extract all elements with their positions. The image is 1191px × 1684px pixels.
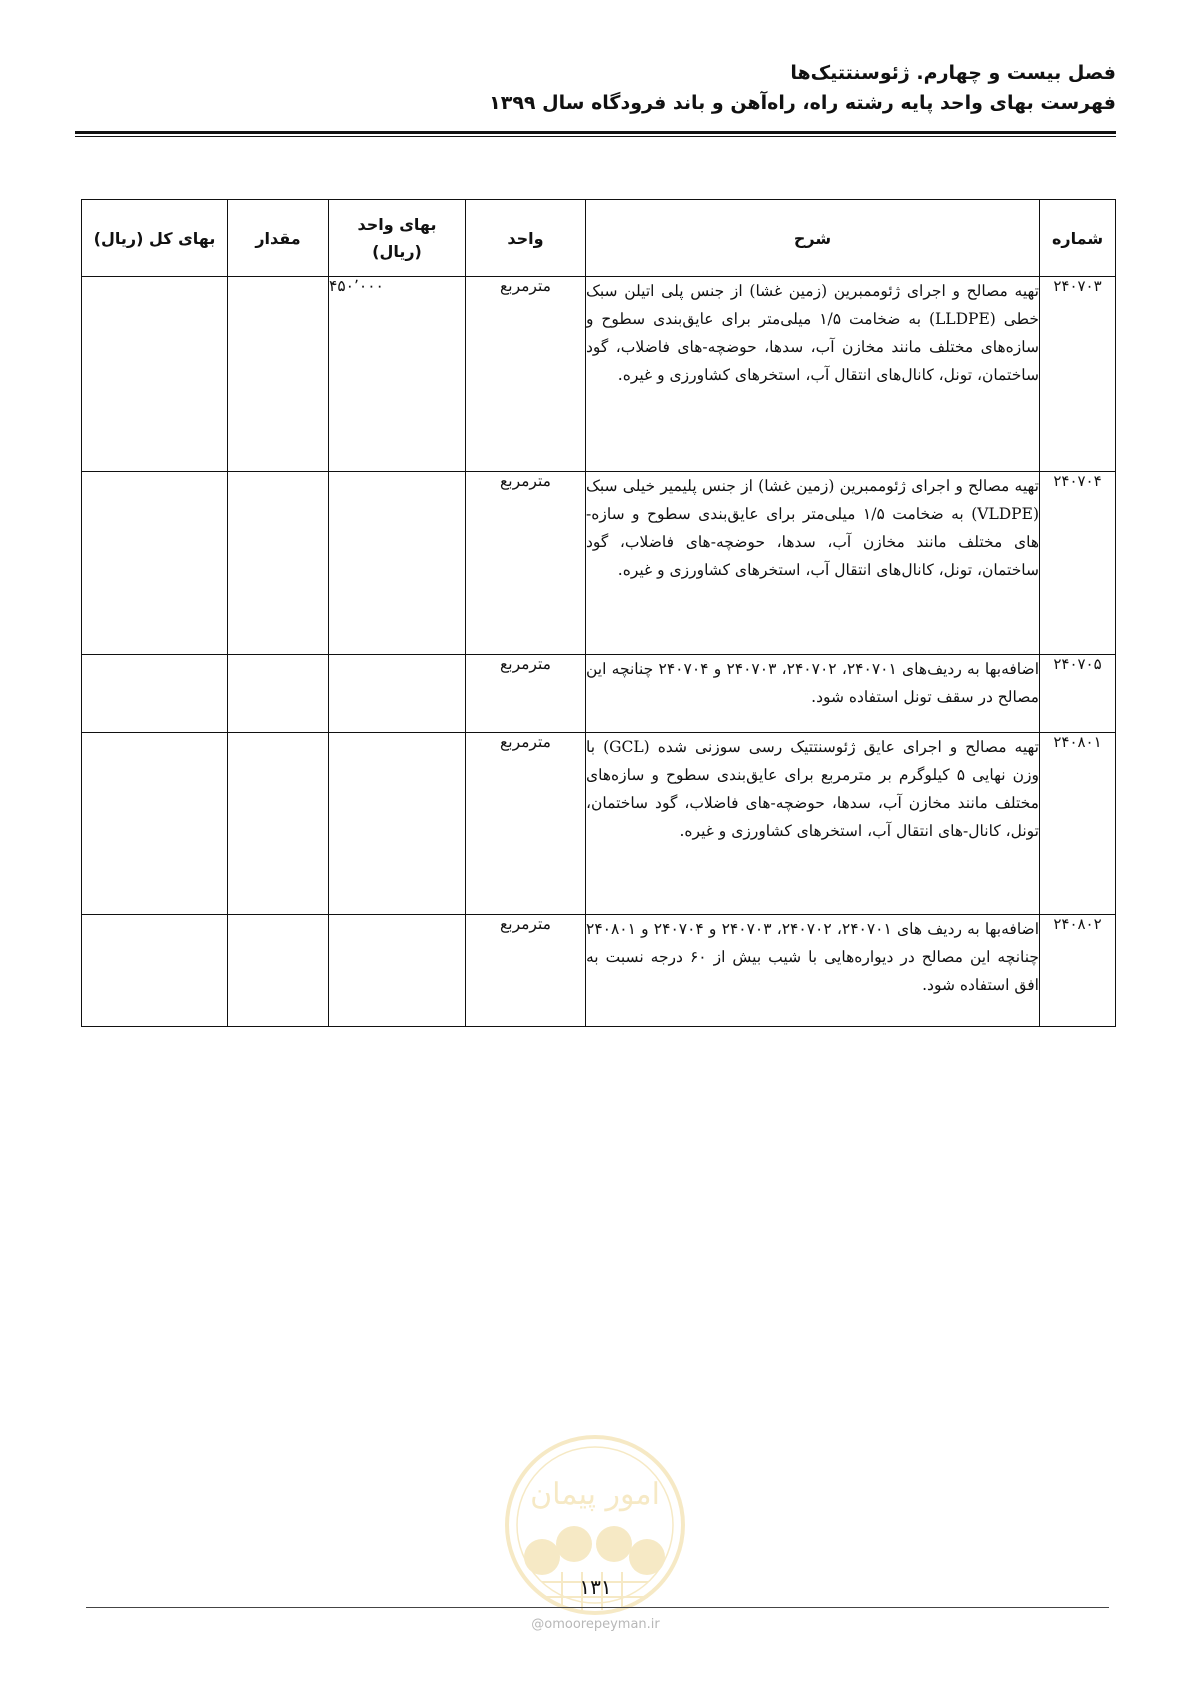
- table-row: [82, 733, 1116, 915]
- row-total-price: [82, 915, 228, 1027]
- row-unit-price: [329, 655, 466, 733]
- row-quantity: [228, 277, 329, 472]
- row-number: ۲۴۰۷۰۴: [1040, 472, 1116, 655]
- watermark-text: امور پیمان: [530, 1477, 660, 1512]
- header-total-price: بهای کل (ریال): [82, 200, 228, 277]
- header-number: شماره: [1040, 200, 1116, 277]
- row-number: ۲۴۰۸۰۲: [1040, 915, 1116, 1027]
- row-description: اضافه‌بها به ردیف های ۲۴۰۷۰۱، ۲۴۰۷۰۲، ۲۴۰۷۰۳ و ۲۴۰۷۰۴ و ۲۴۰۸۰۱ چنانچه این مصالح در دیواره‌هایی با شیب بیش از ۶۰ درجه نسبت به افق استفاده شود.: [586, 915, 1040, 1027]
- row-quantity: [228, 733, 329, 915]
- row-total-price: [82, 472, 228, 655]
- table-row: [82, 277, 1116, 472]
- row-number: ۲۴۰۷۰۵: [1040, 655, 1116, 733]
- row-unit: مترمربع: [466, 472, 586, 655]
- table-row: [82, 655, 1116, 733]
- row-number: ۲۴۰۸۰۱: [1040, 733, 1116, 915]
- table-row: [82, 915, 1116, 1027]
- row-quantity: [228, 472, 329, 655]
- header-quantity: مقدار: [228, 200, 329, 277]
- page-number: ۱۳۱: [579, 1575, 612, 1599]
- row-quantity: [228, 915, 329, 1027]
- chapter-title: فصل بیست و چهارم. ژئوسنتتیک‌ها: [790, 62, 1116, 84]
- row-description: تهیه مصالح و اجرای عایق ژئوسنتتیک رسی سوزنی شده (GCL) با وزن نهایی ۵ کیلوگرم بر مترمربع برای عایق‌بندی سطوح و سازه‌های مختلف مانند مخازن آب، سدها، حوضچه‌-های فاضلاب، گود ساختمان، تونل، کانال‌-های انتقال آب، استخرهای کشاورزی و غیره.: [586, 733, 1040, 915]
- footer-rule: [86, 1607, 1109, 1608]
- header-rule-thin: [75, 136, 1116, 137]
- row-number: ۲۴۰۷۰۳: [1040, 277, 1116, 472]
- row-quantity: [228, 655, 329, 733]
- row-total-price: [82, 733, 228, 915]
- row-unit: مترمربع: [466, 733, 586, 915]
- row-unit: مترمربع: [466, 277, 586, 472]
- row-unit-price: [329, 472, 466, 655]
- price-list-table: [81, 199, 1116, 1027]
- page-header: [75, 58, 1116, 118]
- row-unit-price: [329, 733, 466, 915]
- table-row: [82, 472, 1116, 655]
- row-total-price: [82, 277, 228, 472]
- row-unit-price: [329, 915, 466, 1027]
- row-unit: مترمربع: [466, 655, 586, 733]
- row-unit: مترمربع: [466, 915, 586, 1027]
- row-description: تهیه مصالح و اجرای ژئوممبرین (زمین غشا) از جنس پلیمیر خیلی سبک (VLDPE) به ضخامت ۱/۵ میلی‌متر برای عایق‌بندی سطوح و سازه‌-های مختلف مانند مخازن آب، سدها، حوضچه‌-های فاضلاب، گود ساختمان، تونل، کانال‌های انتقال آب، استخرهای کشاورزی و غیره.: [586, 472, 1040, 655]
- row-description: تهیه مصالح و اجرای ژئوممبرین (زمین غشا) از جنس پلی اتیلن سبک خطی (LLDPE) به ضخامت ۱/۵ میلی‌متر برای عایق‌بندی سطوح و سازه‌های مختلف مانند مخازن آب، سدها، حوضچه‌-های فاضلاب، گود ساختمان، تونل، کانال‌های انتقال آب، استخرهای کشاورزی و غیره.: [586, 277, 1040, 472]
- header-rule-thick: [75, 131, 1116, 134]
- document-subtitle: فهرست بهای واحد پایه رشته راه، راه‌آهن و باند فرودگاه سال ۱۳۹۹: [489, 92, 1116, 114]
- header-description: شرح: [586, 200, 1040, 277]
- table-header-row: [82, 200, 1116, 277]
- row-unit-price: ۴۵۰٬۰۰۰: [329, 277, 466, 472]
- header-unit: واحد: [466, 200, 586, 277]
- site-watermark: @omoorepeyman.ir: [531, 1617, 660, 1632]
- header-unit-price: بهای واحد (ریال): [329, 200, 466, 277]
- row-description: اضافه‌بها به ردیف‌های ۲۴۰۷۰۱، ۲۴۰۷۰۲، ۲۴۰۷۰۳ و ۲۴۰۷۰۴ چنانچه این مصالح در سقف تونل استفاده شود.: [586, 655, 1040, 733]
- row-total-price: [82, 655, 228, 733]
